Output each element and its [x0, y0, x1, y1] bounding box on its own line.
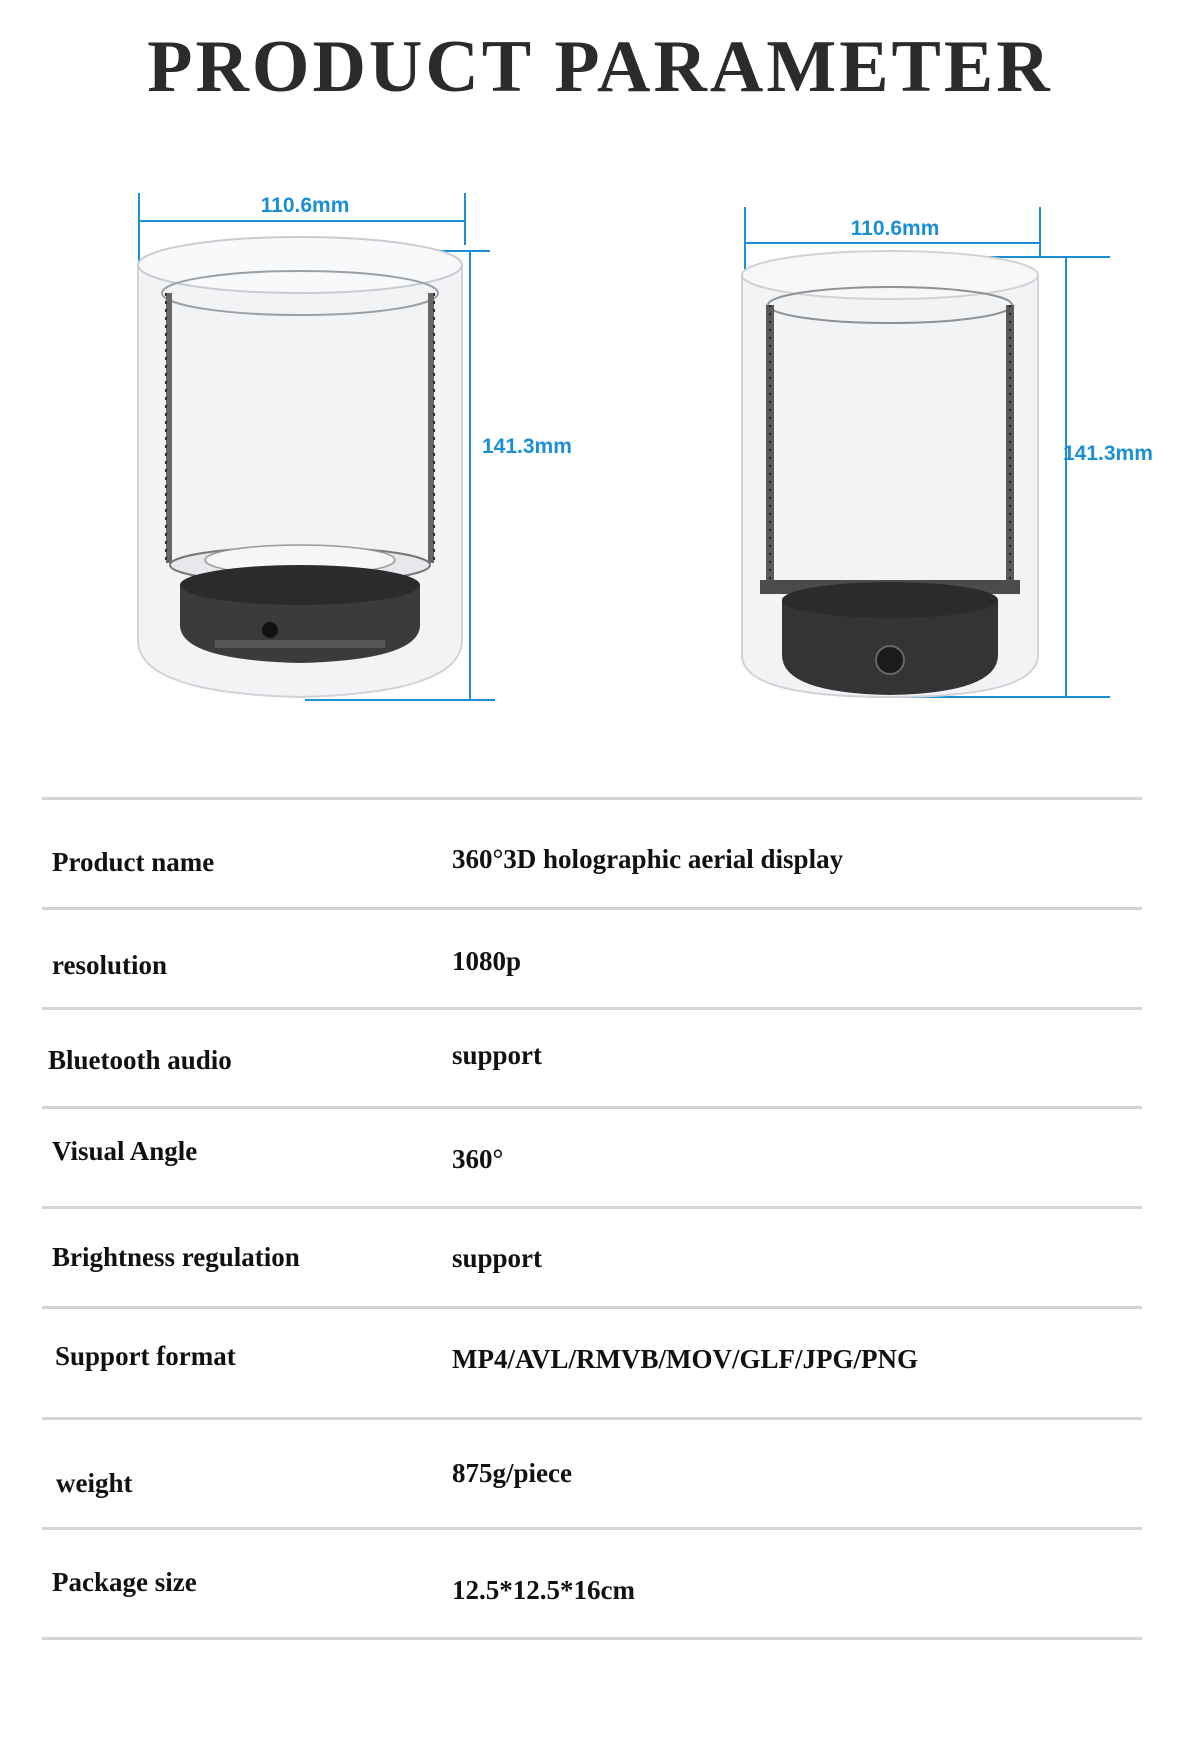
parameter-label: Bluetooth audio [48, 1045, 232, 1075]
height-label: 141.3mm [1063, 442, 1153, 465]
table-row-package-size [42, 1527, 1142, 1640]
parameter-label: Brightness regulation [52, 1242, 300, 1272]
parameter-label: Product name [52, 847, 215, 877]
parameter-value: 875g/piece [452, 1458, 572, 1488]
table-row-brightness-regulation [42, 1206, 1142, 1306]
parameter-value: support [452, 1040, 543, 1070]
product-figure-left [120, 185, 600, 715]
parameter-label: weight [56, 1468, 133, 1498]
width-label: 110.6mm [850, 217, 940, 240]
table-row-weight [42, 1417, 1142, 1527]
table-row-bluetooth-audio [42, 1007, 1142, 1106]
base-unit [180, 565, 420, 663]
parameter-value: support [452, 1243, 543, 1273]
parameter-label: resolution [52, 950, 168, 980]
table-row-resolution [42, 907, 1142, 1007]
page-title: PRODUCT PARAMETER [147, 26, 1053, 108]
base-unit [782, 582, 998, 695]
parameter-table [42, 797, 1142, 1640]
parameter-label: Package size [52, 1567, 197, 1597]
table-row-visual-angle [42, 1106, 1142, 1206]
parameter-value: MP4/AVL/RMVB/MOV/GLF/JPG/PNG [452, 1344, 918, 1374]
table-row-product-name [42, 797, 1142, 907]
height-label: 141.3mm [482, 435, 572, 458]
parameter-label: Support format [55, 1341, 236, 1371]
parameter-value: 360° [452, 1144, 504, 1174]
width-label: 110.6mm [260, 194, 350, 217]
parameter-value: 360°3D holographic aerial display [452, 844, 844, 874]
parameter-value: 1080p [452, 946, 522, 976]
product-figure-right [730, 205, 1170, 715]
parameter-label: Visual Angle [52, 1136, 198, 1166]
table-row-support-format [42, 1306, 1142, 1417]
parameter-value: 12.5*12.5*16cm [452, 1575, 635, 1605]
